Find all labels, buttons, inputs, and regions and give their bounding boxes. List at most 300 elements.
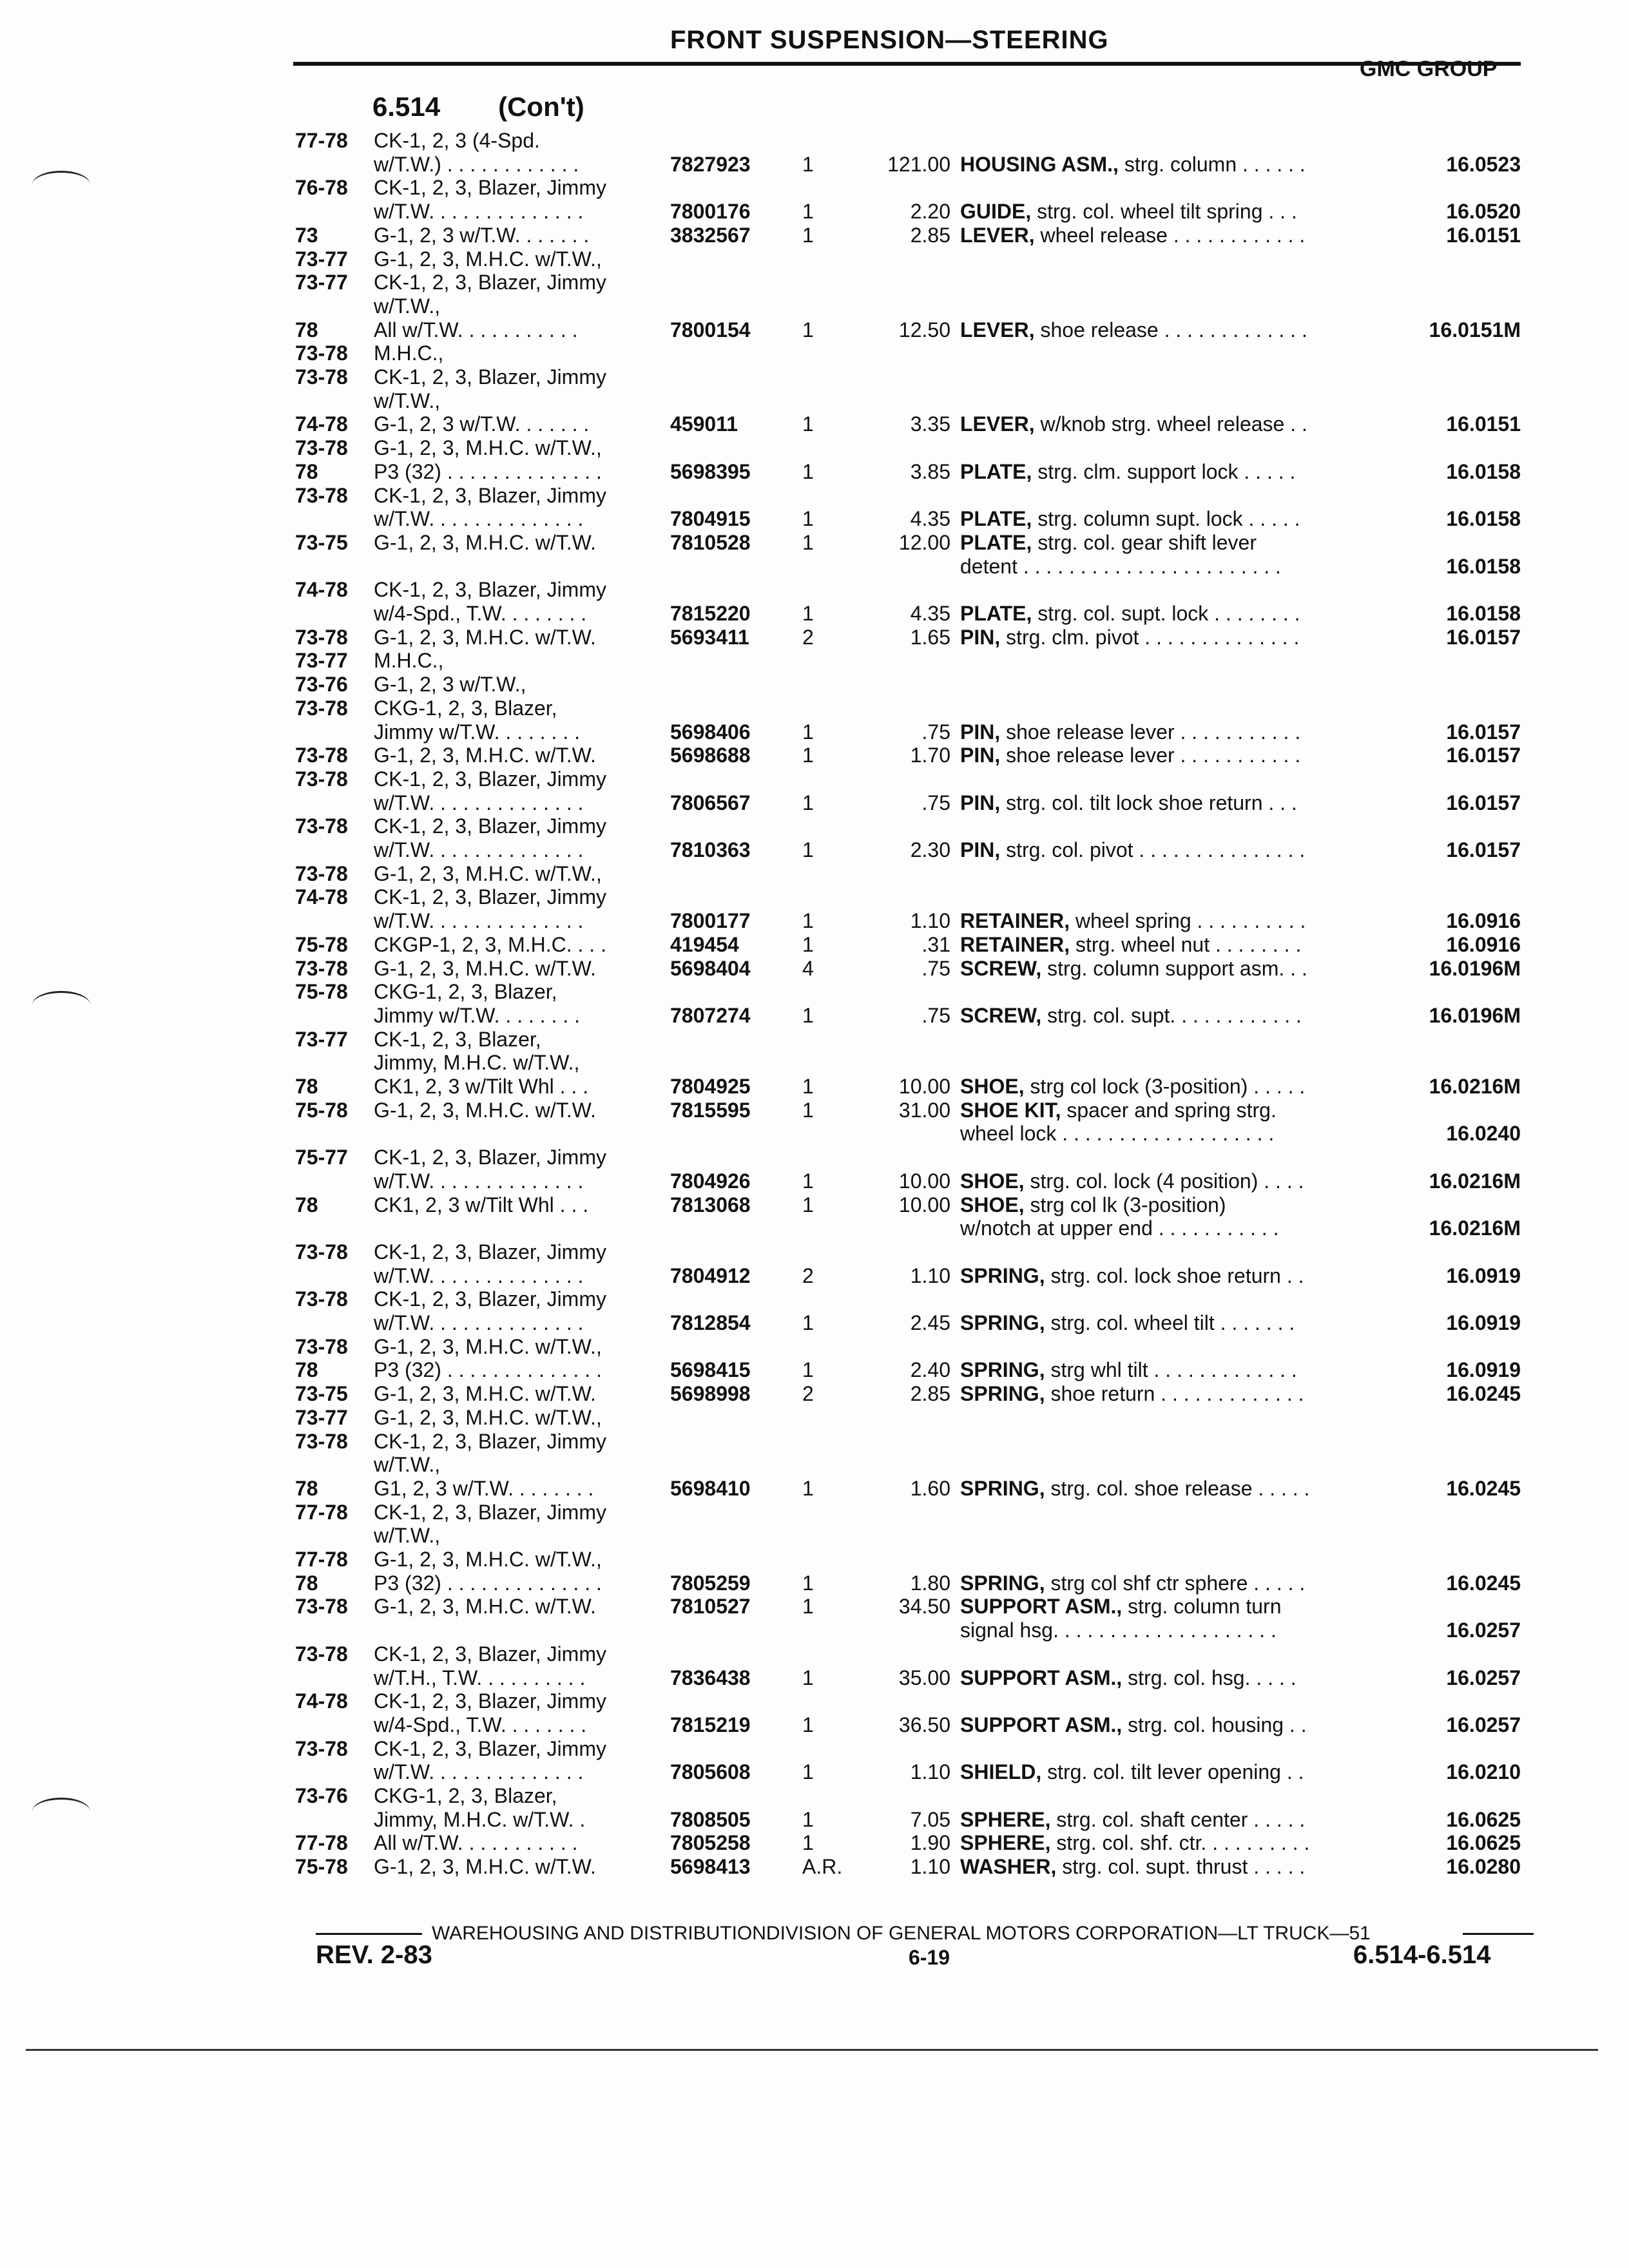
application: P3 (32) . . . . . . . . . . . . . . [374, 1571, 602, 1595]
part-number: 7800154 [670, 318, 751, 341]
group-reference: 16.0916 [1446, 909, 1521, 932]
page-number: 6-19 [909, 1946, 950, 1969]
quantity: 1 [802, 412, 814, 436]
item-name: SPRING, [960, 1358, 1045, 1381]
item-description [960, 1358, 1297, 1382]
quantity: 1 [802, 1311, 814, 1334]
price: 1.90 [910, 1831, 950, 1854]
part-number: 7804912 [670, 1264, 751, 1287]
price: 1.70 [910, 744, 950, 767]
model-year: 73-77 [295, 247, 348, 271]
item-detail: strg. col. pivot . . . . . . . . . . . . . . . [1000, 838, 1306, 861]
item-detail: strg. col. lock shoe return . . [1045, 1264, 1304, 1287]
table-row [0, 153, 1629, 177]
model-year: 73-78 [295, 1595, 348, 1618]
application: G-1, 2, 3, M.H.C. w/T.W., [374, 1406, 602, 1429]
item-description [960, 720, 1300, 744]
item-detail: strg. col. tilt lock shoe return . . . [1000, 791, 1297, 814]
item-description [960, 1264, 1304, 1288]
item-name: PLATE, [960, 460, 1032, 483]
price: 121.00 [887, 153, 950, 176]
application: CK1, 2, 3 w/Tilt Whl . . . [374, 1193, 589, 1216]
table-row [0, 697, 1629, 720]
item-name: SPHERE, [960, 1808, 1051, 1831]
table-row [0, 767, 1629, 791]
item-description [960, 531, 1257, 555]
model-year: 75-78 [295, 1855, 348, 1878]
model-year: 73-78 [295, 1335, 348, 1358]
application: CK-1, 2, 3, Blazer, Jimmy [374, 1240, 606, 1264]
quantity: 1 [802, 318, 814, 341]
application: w/T.W., [374, 1453, 441, 1476]
footer-rule-right [1463, 1933, 1534, 1935]
quantity: 1 [802, 838, 814, 861]
item-name: SUPPORT ASM., [960, 1713, 1123, 1736]
group-reference: 16.0625 [1446, 1808, 1521, 1831]
group-reference: 16.0257 [1446, 1619, 1521, 1642]
table-row [0, 484, 1629, 508]
model-year: 78 [295, 318, 318, 341]
item-description [960, 318, 1307, 342]
application: w/T.W. . . . . . . . . . . . . . [374, 507, 584, 530]
application: G-1, 2, 3, M.H.C. w/T.W. [374, 744, 596, 767]
item-description [960, 1571, 1305, 1595]
table-row [0, 602, 1629, 626]
price: 3.35 [910, 412, 950, 436]
quantity: 1 [802, 1477, 814, 1500]
application: w/T.W., [374, 294, 441, 318]
item-description [960, 957, 1307, 981]
model-year: 73-77 [295, 1028, 348, 1051]
model-year: 75-78 [295, 980, 348, 1003]
application: w/T.W. . . . . . . . . . . . . . [374, 1264, 584, 1287]
price: 1.65 [910, 626, 950, 649]
part-number: 7815219 [670, 1713, 751, 1736]
model-year: 73-78 [295, 697, 348, 720]
price: 2.30 [910, 838, 950, 861]
item-name: SPRING, [960, 1264, 1045, 1287]
table-row [0, 1382, 1629, 1406]
quantity: 1 [802, 1169, 814, 1193]
model-year: 75-78 [295, 933, 348, 956]
item-detail: shoe release lever . . . . . . . . . . . [1000, 720, 1301, 744]
group-reference: 16.0157 [1446, 626, 1521, 649]
table-row [0, 1760, 1629, 1784]
item-name: HOUSING ASM., [960, 153, 1119, 176]
item-detail: strg. col. housing . . [1122, 1713, 1307, 1736]
item-detail: strg whl tilt . . . . . . . . . . . . . [1045, 1358, 1297, 1381]
item-name: SUPPORT ASM., [960, 1595, 1123, 1618]
model-year: 77-78 [295, 129, 348, 152]
model-year: 78 [295, 1075, 318, 1098]
application: CKG-1, 2, 3, Blazer, [374, 980, 557, 1003]
group-reference: 16.0520 [1446, 200, 1521, 223]
table-row [0, 1737, 1629, 1761]
item-detail: spacer and spring strg. [1061, 1099, 1277, 1122]
application: CK-1, 2, 3, Blazer, Jimmy [374, 885, 606, 908]
item-name: RETAINER, [960, 933, 1070, 956]
group-reference: 16.0196M [1429, 1004, 1521, 1027]
table-row [0, 1713, 1629, 1737]
price: 10.00 [898, 1193, 950, 1216]
group-reference: 16.0157 [1446, 720, 1521, 744]
item-description [960, 200, 1297, 224]
quantity: 1 [802, 460, 814, 483]
part-number: 7800176 [670, 200, 751, 223]
table-row [0, 1287, 1629, 1311]
table-row [0, 1571, 1629, 1595]
table-row [0, 224, 1629, 247]
part-number: 419454 [670, 933, 739, 956]
model-year: 73-78 [295, 862, 348, 885]
model-year: 78 [295, 1571, 318, 1595]
part-number: 7815220 [670, 602, 751, 625]
item-description [960, 1855, 1305, 1879]
application: w/T.W. . . . . . . . . . . . . . [374, 1169, 584, 1193]
application: G-1, 2, 3, M.H.C. w/T.W. [374, 1855, 596, 1878]
table-row [0, 294, 1629, 318]
footer-rule-left [316, 1933, 422, 1935]
table-row [0, 1855, 1629, 1879]
item-description [960, 1831, 1309, 1855]
group-reference: 16.0919 [1446, 1311, 1521, 1334]
table-row [0, 791, 1629, 815]
table-row [0, 318, 1629, 342]
application: G-1, 2, 3, M.H.C. w/T.W. [374, 1595, 596, 1618]
table-row [0, 412, 1629, 436]
punch-mark [32, 171, 90, 198]
item-description [960, 1122, 1274, 1146]
table-row [0, 838, 1629, 862]
table-row [0, 1028, 1629, 1052]
part-number: 7812854 [670, 1311, 751, 1334]
model-year: 73-78 [295, 484, 348, 507]
model-year: 73-75 [295, 531, 348, 554]
item-detail: strg. col. gear shift lever [1032, 531, 1257, 554]
quantity: 1 [802, 1666, 814, 1689]
table-row [0, 1595, 1629, 1619]
table-row [0, 957, 1629, 981]
part-number: 5693411 [670, 626, 749, 649]
price: 35.00 [898, 1666, 950, 1689]
quantity: 1 [802, 1713, 814, 1736]
quantity: 1 [802, 1099, 814, 1122]
price: 1.80 [910, 1571, 950, 1595]
quantity: 1 [802, 933, 814, 956]
item-detail: strg. col. shoe release . . . . . [1045, 1477, 1310, 1500]
item-name: LEVER, [960, 412, 1035, 436]
table-row [0, 365, 1629, 389]
item-detail: strg. col. wheel tilt spring . . . [1031, 200, 1297, 223]
item-description [960, 1619, 1277, 1642]
item-detail: strg. col. supt. thrust . . . . . [1056, 1855, 1306, 1878]
quantity: 1 [802, 1193, 814, 1216]
model-year: 73-78 [295, 365, 348, 389]
table-row [0, 980, 1629, 1004]
item-detail: wheel lock . . . . . . . . . . . . . . . . . . . [960, 1122, 1275, 1145]
application: CKG-1, 2, 3, Blazer, [374, 1784, 557, 1807]
table-row [0, 1808, 1629, 1832]
part-number: 5698415 [670, 1358, 751, 1381]
application: w/4-Spd., T.W. . . . . . . . [374, 1713, 587, 1736]
quantity: 1 [802, 1571, 814, 1595]
application: CK-1, 2, 3, Blazer, Jimmy [374, 814, 606, 838]
item-description [960, 933, 1301, 957]
item-description [960, 153, 1306, 177]
application: CK-1, 2, 3, Blazer, Jimmy [374, 1287, 606, 1311]
table-row [0, 626, 1629, 649]
table-row [0, 673, 1629, 697]
item-description [960, 1666, 1296, 1690]
application: G-1, 2, 3, M.H.C. w/T.W. [374, 1382, 596, 1405]
application: w/T.W. . . . . . . . . . . . . . [374, 1311, 584, 1334]
table-row [0, 744, 1629, 767]
application: G-1, 2, 3, M.H.C. w/T.W., [374, 247, 602, 271]
item-description [960, 1713, 1307, 1737]
model-year: 73-77 [295, 1406, 348, 1429]
table-row [0, 460, 1629, 484]
item-description [960, 1099, 1277, 1122]
price: 2.85 [910, 224, 950, 247]
application: Jimmy w/T.W. . . . . . . . [374, 1004, 580, 1027]
group-reference: 16.0257 [1446, 1666, 1521, 1689]
part-number: 7808505 [670, 1808, 751, 1831]
item-detail: wheel spring . . . . . . . . . . [1070, 909, 1306, 932]
application: CK-1, 2, 3, Blazer, Jimmy [374, 1689, 606, 1713]
application: w/T.W. . . . . . . . . . . . . . [374, 909, 584, 932]
application: CK-1, 2, 3, Blazer, Jimmy [374, 271, 606, 294]
application: G-1, 2, 3, M.H.C. w/T.W., [374, 1335, 602, 1358]
revision-label: REV. 2-83 [316, 1941, 432, 1969]
group-reference: 16.0245 [1446, 1382, 1521, 1405]
application: CK-1, 2, 3, Blazer, [374, 1028, 541, 1051]
item-name: LEVER, [960, 224, 1035, 247]
part-number: 7827923 [670, 153, 751, 176]
table-row [0, 649, 1629, 673]
item-name: PIN, [960, 744, 1001, 767]
application: G-1, 2, 3, M.H.C. w/T.W. [374, 626, 596, 649]
item-name: PIN, [960, 838, 1001, 861]
item-name: SPRING, [960, 1382, 1045, 1405]
quantity: 1 [802, 1831, 814, 1854]
table-row [0, 200, 1629, 224]
price: 2.45 [910, 1311, 950, 1334]
application: G-1, 2, 3, M.H.C. w/T.W. [374, 957, 596, 980]
model-year: 73-78 [295, 436, 348, 459]
application: w/T.W. . . . . . . . . . . . . . [374, 791, 584, 814]
table-row [0, 1146, 1629, 1169]
table-row [0, 1784, 1629, 1808]
item-name: SPRING, [960, 1571, 1045, 1595]
application: G-1, 2, 3 w/T.W. . . . . . . [374, 412, 590, 436]
model-year: 73-78 [295, 744, 348, 767]
group-reference: 16.0196M [1429, 957, 1521, 980]
table-row [0, 555, 1629, 579]
table-row [0, 389, 1629, 413]
table-row [0, 1689, 1629, 1713]
model-year: 78 [295, 1477, 318, 1500]
model-year: 74-78 [295, 885, 348, 908]
group-reference: 16.0158 [1446, 460, 1521, 483]
price: 10.00 [898, 1169, 950, 1193]
part-number: 5698688 [670, 744, 751, 767]
punch-mark [32, 1798, 90, 1825]
application: CK-1, 2, 3, Blazer, Jimmy [374, 578, 606, 601]
group-reference: 16.0216M [1429, 1216, 1521, 1240]
item-name: SHOE, [960, 1193, 1025, 1216]
item-description [960, 744, 1300, 767]
table-row [0, 933, 1629, 957]
item-description [960, 626, 1299, 649]
part-number: 7805608 [670, 1760, 751, 1783]
model-year: 73-76 [295, 1784, 348, 1807]
group-reference: 16.0157 [1446, 791, 1521, 814]
application: w/4-Spd., T.W. . . . . . . . [374, 602, 587, 625]
item-detail: strg. column . . . . . . [1118, 153, 1306, 176]
application: Jimmy, M.H.C. w/T.W. . [374, 1808, 586, 1831]
item-detail: strg. column supt. lock . . . . . [1032, 507, 1300, 530]
table-row [0, 578, 1629, 602]
group-reference: 16.0151 [1446, 412, 1521, 436]
quantity: 1 [802, 909, 814, 932]
table-row [0, 1524, 1629, 1548]
price: .75 [921, 791, 950, 814]
group-reference: 16.0216M [1429, 1169, 1521, 1193]
price: 36.50 [898, 1713, 950, 1736]
part-number: 5698404 [670, 957, 751, 980]
application: All w/T.W. . . . . . . . . . . [374, 1831, 578, 1854]
item-detail: shoe release lever . . . . . . . . . . . [1000, 744, 1301, 767]
price: .75 [921, 957, 950, 980]
title-rule [293, 62, 1521, 66]
group-reference: 16.0919 [1446, 1358, 1521, 1381]
quantity: 1 [802, 224, 814, 247]
model-year: 73-78 [295, 957, 348, 980]
item-description [960, 1760, 1304, 1784]
application: G-1, 2, 3 w/T.W. . . . . . . [374, 224, 590, 247]
quantity: 1 [802, 1760, 814, 1783]
quantity: 2 [802, 1382, 814, 1405]
price: 1.10 [910, 1264, 950, 1287]
table-row [0, 1335, 1629, 1359]
item-detail: signal hsg. . . . . . . . . . . . . . . . . . . . [960, 1619, 1277, 1642]
price: 34.50 [898, 1595, 950, 1618]
item-detail: strg. col. shf. ctr. . . . . . . . . . [1050, 1831, 1310, 1854]
model-year: 78 [295, 1193, 318, 1216]
application: CK-1, 2, 3, Blazer, Jimmy [374, 1737, 606, 1760]
price: 2.85 [910, 1382, 950, 1405]
table-row [0, 1240, 1629, 1264]
application: P3 (32) . . . . . . . . . . . . . . [374, 1358, 602, 1381]
item-name: SCREW, [960, 957, 1042, 980]
part-number: 459011 [670, 412, 738, 436]
table-row [0, 1501, 1629, 1524]
table-row [0, 507, 1629, 531]
application: CK-1, 2, 3, Blazer, Jimmy [374, 1430, 606, 1453]
table-row [0, 341, 1629, 365]
application: CK-1, 2, 3, Blazer, Jimmy [374, 1642, 606, 1666]
group-reference: 16.0157 [1446, 744, 1521, 767]
table-row [0, 1216, 1629, 1240]
group-label: GMC GROUP [1360, 57, 1498, 81]
group-reference: 16.0245 [1446, 1477, 1521, 1500]
group-reference: 16.0523 [1446, 153, 1521, 176]
item-name: PIN, [960, 791, 1001, 814]
application: M.H.C., [374, 649, 444, 672]
part-number: 7807274 [670, 1004, 751, 1027]
part-number: 7804925 [670, 1075, 751, 1098]
group-reference: 16.0216M [1429, 1075, 1521, 1098]
application: w/T.H., T.W. . . . . . . . . . [374, 1666, 586, 1689]
item-detail: w/notch at upper end . . . . . . . . . . . [960, 1216, 1279, 1240]
table-row [0, 862, 1629, 886]
group-reference: 16.0158 [1446, 602, 1521, 625]
item-detail: w/knob strg. wheel release . . [1034, 412, 1307, 436]
part-number: 5698410 [670, 1477, 751, 1500]
group-reference: 16.0280 [1446, 1855, 1521, 1878]
application: G-1, 2, 3, M.H.C. w/T.W. [374, 531, 596, 554]
price: .75 [921, 720, 950, 744]
table-row [0, 1358, 1629, 1382]
application: G-1, 2, 3 w/T.W., [374, 673, 526, 696]
application: G-1, 2, 3, M.H.C. w/T.W., [374, 1548, 602, 1571]
item-description [960, 909, 1306, 933]
item-description [960, 1193, 1226, 1217]
item-detail: strg col lock (3-position) . . . . . [1024, 1075, 1306, 1098]
application: w/T.W. . . . . . . . . . . . . . [374, 1760, 584, 1783]
table-row [0, 1075, 1629, 1099]
table-row [0, 1430, 1629, 1454]
quantity: 1 [802, 200, 814, 223]
application: w/T.W. . . . . . . . . . . . . . [374, 838, 584, 861]
model-year: 74-78 [295, 412, 348, 436]
table-row [0, 436, 1629, 460]
item-name: SPHERE, [960, 1831, 1051, 1854]
price: .31 [921, 933, 950, 956]
item-name: SHOE KIT, [960, 1099, 1061, 1122]
table-row [0, 1099, 1629, 1122]
item-description [960, 555, 1281, 579]
application: CK-1, 2, 3, Blazer, Jimmy [374, 365, 606, 389]
item-name: SPRING, [960, 1477, 1045, 1500]
part-number: 7800177 [670, 909, 751, 932]
price: 12.50 [898, 318, 950, 341]
table-row [0, 1051, 1629, 1075]
part-number: 7810527 [670, 1595, 751, 1618]
table-row [0, 1169, 1629, 1193]
part-number: 7813068 [670, 1193, 751, 1216]
section-range: 6.514-6.514 [1353, 1941, 1491, 1969]
part-number: 5698406 [670, 720, 751, 744]
table-row [0, 814, 1629, 838]
application: G-1, 2, 3, M.H.C. w/T.W., [374, 862, 602, 885]
item-name: WASHER, [960, 1855, 1057, 1878]
item-description [960, 412, 1307, 436]
punch-mark [32, 991, 90, 1019]
part-number: 7804926 [670, 1169, 751, 1193]
quantity: 4 [802, 957, 814, 980]
group-reference: 16.0151M [1429, 318, 1521, 341]
quantity: 1 [802, 1808, 814, 1831]
application: CK-1, 2, 3 (4-Spd. [374, 129, 540, 152]
group-reference: 16.0151 [1446, 224, 1521, 247]
table-row [0, 1831, 1629, 1855]
application: CKGP-1, 2, 3, M.H.C. . . . [374, 933, 606, 956]
item-name: PIN, [960, 626, 1001, 649]
quantity: 2 [802, 1264, 814, 1287]
item-name: GUIDE, [960, 200, 1032, 223]
application: M.H.C., [374, 341, 444, 365]
